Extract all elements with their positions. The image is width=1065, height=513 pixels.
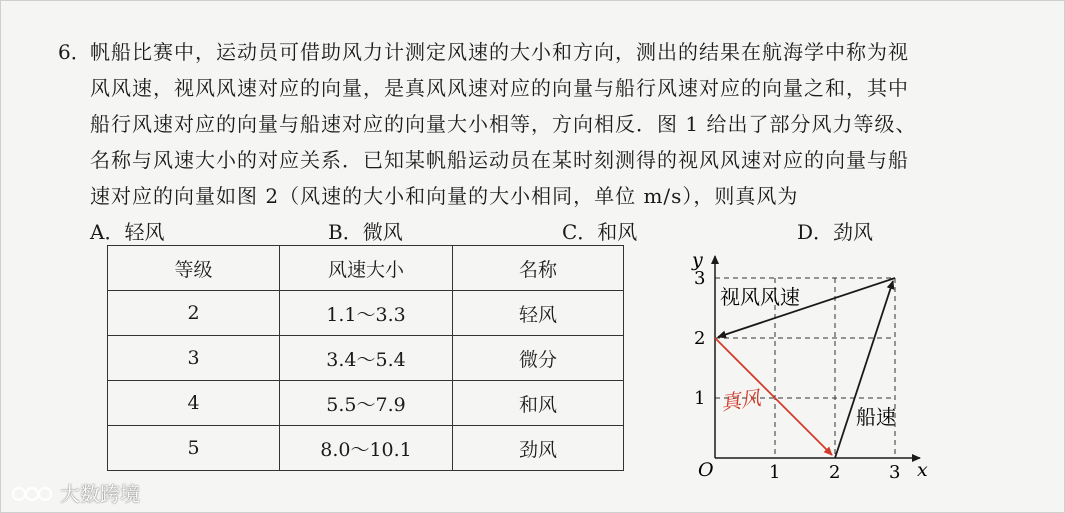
table-header-cell: 等级 <box>108 246 280 291</box>
watermark-text: 大数跨境 <box>60 482 140 506</box>
y-tick-1: 1 <box>694 388 706 409</box>
x-tick-2: 2 <box>829 462 841 483</box>
table-row <box>108 381 624 426</box>
origin-label: O <box>698 459 714 481</box>
x-tick-3: 3 <box>889 462 901 483</box>
table-cell: 3.4～5.4 <box>280 336 453 381</box>
watermark <box>10 478 140 507</box>
table-header-cell: 风速大小 <box>280 246 453 291</box>
table-row <box>108 291 624 336</box>
table-row <box>108 336 624 381</box>
y-tick-2: 2 <box>694 328 706 349</box>
boat-speed-label: 船速 <box>856 405 896 429</box>
question-line-3: 船行风速对应的向量与船速对应的向量大小相等，方向相反．图 1 给出了部分风力等级、 <box>90 112 917 136</box>
wind-scale-table <box>107 245 624 471</box>
table-cell: 5.5～7.9 <box>280 381 453 426</box>
y-tick-3: 3 <box>694 268 706 289</box>
option-d: D．劲风 <box>797 220 874 244</box>
option-b: B．微风 <box>328 220 403 244</box>
table-row <box>108 426 624 471</box>
table-cell: 8.0～10.1 <box>280 426 453 471</box>
option-a: A．轻风 <box>90 220 165 244</box>
question-line-5: 速对应的向量如图 2（风速的大小和向量的大小相同，单位 m/s），则真风为 <box>90 184 799 208</box>
option-c: C．和风 <box>562 220 638 244</box>
question-line-2: 风风速，视风风速对应的向量，是真风风速对应的向量与船行风速对应的向量之和，其中 <box>90 76 909 100</box>
table-cell: 1.1～3.3 <box>280 291 453 336</box>
apparent-wind-label: 视风风速 <box>720 285 800 309</box>
table-cell: 4 <box>108 381 280 426</box>
vector-graph <box>680 248 940 488</box>
question-line-4: 名称与风速大小的对应关系．已知某帆船运动员在某时刻测得的视风风速对应的向量与船 <box>90 148 909 172</box>
table-cell: 5 <box>108 426 280 471</box>
boat-speed-vector <box>835 281 893 458</box>
table-cell: 3 <box>108 336 280 381</box>
question-line-1: 帆船比赛中，运动员可借助风力计测定风速的大小和方向，测出的结果在航海学中称为视 <box>90 40 909 64</box>
table-header-row <box>108 246 624 291</box>
table-cell: 2 <box>108 291 280 336</box>
x-axis-label: x <box>917 459 928 481</box>
x-tick-1: 1 <box>769 462 781 483</box>
table-cell: 劲风 <box>453 426 624 471</box>
table-cell: 微分 <box>453 336 624 381</box>
table-cell: 轻风 <box>453 291 624 336</box>
table-cell: 和风 <box>453 381 624 426</box>
question-number: 6． <box>58 40 91 64</box>
table-header-cell: 名称 <box>453 246 624 291</box>
y-axis-label: y <box>692 249 703 271</box>
watermark-logo-icon <box>10 482 54 504</box>
true-wind-handwritten-label: 真风 <box>719 385 763 415</box>
